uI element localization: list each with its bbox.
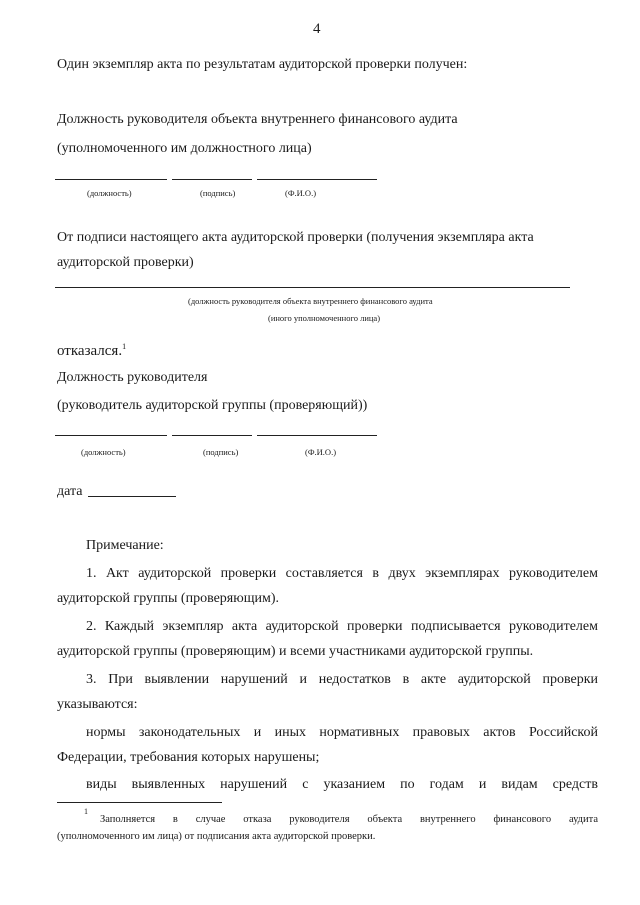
refusal-caption2: (иного уполномоченного лица) xyxy=(268,313,381,323)
caption-position: (должность) xyxy=(87,188,132,198)
signature2-line-fio xyxy=(257,435,377,436)
date-line xyxy=(88,496,176,497)
date-label: дата xyxy=(57,484,83,499)
auditee-head-line1: Должность руководителя объекта внутреннего финансового аудита xyxy=(57,112,458,127)
caption2-signature: (подпись) xyxy=(203,447,239,457)
signature-line-fio xyxy=(257,179,377,180)
leader-line2: (руководитель аудиторской группы (проверяющий)) xyxy=(57,398,368,413)
caption-fio: (Ф.И.О.) xyxy=(285,188,317,198)
copy-received-text: Один экземпляр акта по результатам аудиторской проверки получен: xyxy=(57,57,468,72)
signature2-line-position xyxy=(55,435,167,436)
note2-line2: аудиторской группы (проверяющим) и всеми участниками аудиторской группы. xyxy=(57,644,534,659)
refused-text: отказался.$^1$ xyxy=(57,342,127,359)
note3a-line1: нормы законодательных и иных нормативных правовых актов Российской xyxy=(86,725,598,740)
note3-line2: указываются: xyxy=(57,697,138,712)
note3-line1: 3. При выявлении нарушений и недостатков в акте аудиторской проверки xyxy=(86,672,598,687)
caption2-position: (должность) xyxy=(81,447,126,457)
signature-line-position xyxy=(55,179,167,180)
footnote-mark: 1 xyxy=(84,807,88,816)
note1-line2: аудиторской группы (проверяющим). xyxy=(57,591,280,606)
refusal-line2: аудиторской проверки) xyxy=(57,255,194,270)
footnote-line1: Заполняется в случае отказа руководителя объекта внутреннего финансового аудита xyxy=(100,814,598,825)
note3a-line2: Федерации, требования которых нарушены; xyxy=(57,750,320,765)
signature2-line-signature xyxy=(172,435,252,436)
auditee-head-line2: (уполномоченного им должностного лица) xyxy=(57,141,312,156)
leader-line1: Должность руководителя xyxy=(57,370,208,385)
footnote-reference: 1 xyxy=(122,342,127,351)
footnote-separator xyxy=(57,802,222,803)
caption2-fio: (Ф.И.О.) xyxy=(305,447,337,457)
note2-line1: 2. Каждый экземпляр акта аудиторской проверки подписывается руководителем xyxy=(86,619,598,634)
caption-signature: (подпись) xyxy=(200,188,236,198)
refusal-signature-line xyxy=(55,287,570,288)
footnote-line2: (уполномоченного им лица) от подписания акта аудиторской проверки. xyxy=(57,831,376,842)
note-title: Примечание: xyxy=(86,538,164,553)
page-number: 4 xyxy=(313,21,321,37)
refusal-caption1: (должность руководителя объекта внутреннего финансового аудита xyxy=(188,296,433,306)
refusal-line1: От подписи настоящего акта аудиторской проверки (получения экземпляра акта xyxy=(57,230,534,245)
note3b-line1: виды выявленных нарушений с указанием по годам и видам средств xyxy=(86,777,598,792)
signature-line-signature xyxy=(172,179,252,180)
note1-line1: 1. Акт аудиторской проверки составляется в двух экземплярах руководителем xyxy=(86,566,598,581)
